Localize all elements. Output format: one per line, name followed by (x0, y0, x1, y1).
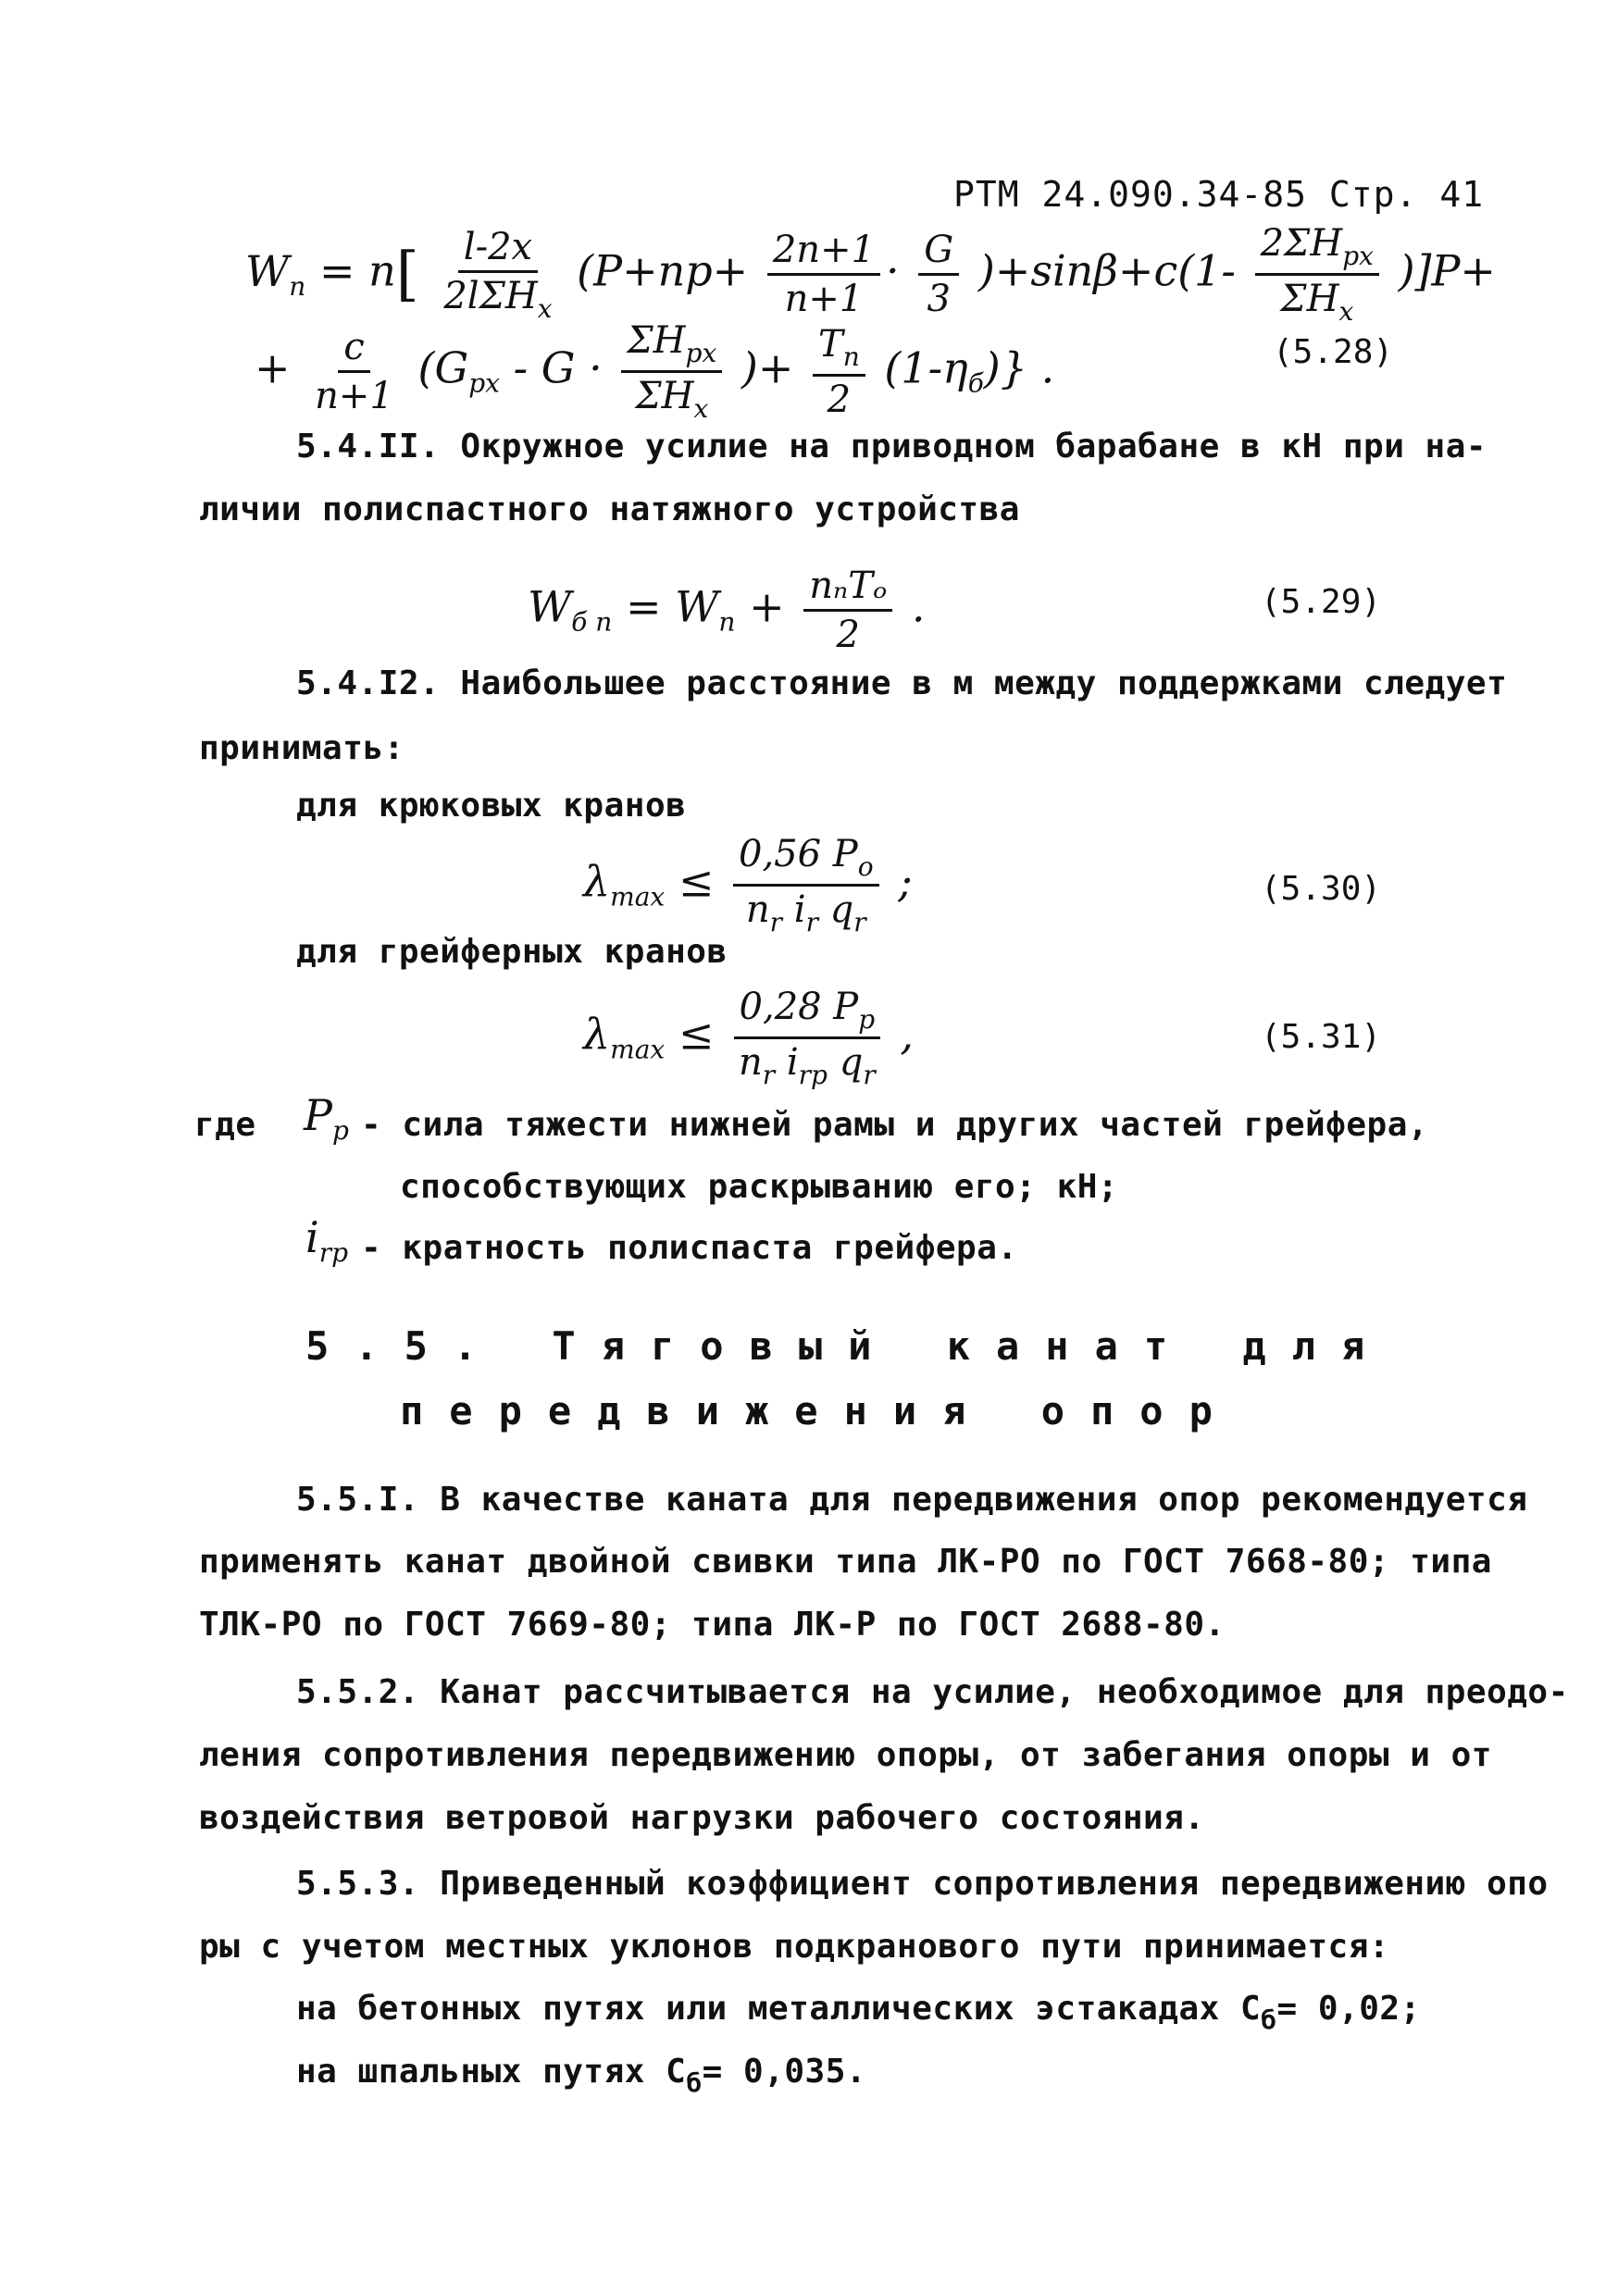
eq-number-5-28: (5.28) (1273, 333, 1394, 371)
para-5-4-11-line-1: 5.4.II. Окружное усилие на приводном барабане в кН при на- (296, 428, 1487, 465)
para-5-5-3-line-4: на шпальных путях $C_б= 0,035$. (296, 2053, 867, 2098)
para-5-5-3-line-2: ры с учетом местных уклонов подкранового пути принимается: (199, 1928, 1390, 1966)
para-5-4-12-line-2: принимать: (199, 729, 404, 767)
f528-lhs: $W_п$ (245, 245, 306, 302)
formula-5-28-line-2: + $\frac{c}{n+1}$ ($G_{px}$ - G · $\frac{\Sigma H_{px}}{\Sigma H_x}$ )+ $\frac{T_п}{2}$ $(1-\eta_б)$} . (255, 319, 1055, 424)
f528-end: )]P+ (1398, 245, 1496, 296)
para-5-5-3-line-3: на бетонных путях или металлических эстакадах $C_б= 0,02$; (296, 1990, 1421, 2035)
para-5-5-1-line-3: ТЛК-РО по ГОСТ 7669-80; типа ЛК-Р по ГОСТ 2688-80. (199, 1606, 1226, 1644)
para-5-5-2-line-3: воздействия ветровой нагрузки рабочего состояния. (199, 1799, 1205, 1837)
symbol-pp: $P_р$ (304, 1090, 349, 1146)
para-5-5-3-line-1: 5.5.3. Приведенный коэффициент сопротивления передвижению опо (296, 1865, 1549, 1903)
formula-5-30: $\lambda_{max}$ ≤ $\frac{0,56 P_о}{n_r i_r q_r}$ ; (583, 833, 913, 937)
where-label: где (194, 1106, 256, 1144)
f528-mid: = п (318, 245, 396, 296)
def-pp-line-1: - сила тяжести нижней рамы и других частей грейфера, (361, 1106, 1429, 1144)
f528-frac-1: $\frac{l-2x}{2l\Sigma H_x}$ (443, 225, 553, 324)
hook-cranes-label: для крюковых кранов (296, 787, 687, 825)
eq-number-5-31: (5.31) (1261, 1018, 1382, 1056)
f528-frac-6: $\frac{\Sigma H_{px}}{\Sigma H_x}$ (621, 319, 722, 424)
f530-frac: $\frac{0,56 P_о}{n_r i_r q_r}$ (733, 833, 879, 937)
para-5-5-2-line-2: ления сопротивления передвижению опоры, от забегания опоры и от (199, 1736, 1492, 1774)
para-5-4-11-line-2: личии полиспастного натяжного устройства (199, 490, 1020, 528)
eq-number-5-30: (5.30) (1261, 870, 1382, 908)
f528-frac-2: $\frac{2n+1}{n+1}$ (767, 229, 880, 320)
para-5-5-2-line-1: 5.5.2. Канат рассчитывается на усилие, необходимое для преодо- (296, 1673, 1569, 1711)
f531-frac: $\frac{0,28 P_р}{n_r i_{rр} q_r}$ (733, 986, 881, 1090)
symbol-igr: $i_{rр}$ (305, 1212, 349, 1268)
formula-5-31: $\lambda_{max}$ ≤ $\frac{0,28 P_р}{n_r i_{rр} q_r}$ , (583, 986, 914, 1090)
f529-frac: $\frac{\text{nₙTₒ}}{2}$ (803, 565, 892, 656)
para-5-4-12-line-1: 5.4.I2. Наибольшее расстояние в м между поддержками следует (296, 664, 1508, 702)
para-5-5-1-line-2: применять канат двойной свивки типа ЛК-РО по ГОСТ 7668-80; типа (199, 1543, 1492, 1581)
f528-frac-3: $\frac{G}{3}$ (918, 229, 959, 320)
def-igr-line: - кратность полиспаста грейфера. (361, 1229, 1018, 1267)
para-5-5-1-line-1: 5.5.I. В качестве каната для передвижения опор рекомендуется (296, 1481, 1528, 1519)
f528-frac-5: $\frac{c}{n+1}$ (315, 326, 393, 417)
f528-p1: (P+пp+ (577, 245, 749, 296)
section-heading-line-1: 5.5. Тяговый канат для (305, 1323, 1391, 1369)
eq-number-5-29: (5.29) (1261, 583, 1382, 621)
formula-5-28-line-1: $W_п = п$[ $\frac{l-2x}{2l\Sigma H_x}$ (P+пp+ $\frac{2n+1}{n+1}$ · $\frac{G}{3}$ )+sinβ+c(1- $\frac{2\Sigma H_{px}}{\Sigma H_x}$ )]P+ (245, 222, 1496, 327)
f528-p2: )+sinβ+c(1- (977, 245, 1236, 296)
grab-cranes-label: для грейферных кранов (296, 933, 728, 971)
f528-frac-7: $\frac{T_п}{2}$ (813, 323, 865, 421)
section-heading-line-2: передвижения опор (400, 1388, 1238, 1433)
f528-frac-4: $\frac{2\Sigma H_{px}}{\Sigma H_x}$ (1255, 222, 1379, 327)
formula-5-29: $W_{б п} = W_п$ + $\frac{\text{nₙTₒ}}{2}$ . (528, 565, 926, 656)
def-pp-line-2: способствующих раскрыванию его; кН; (400, 1168, 1119, 1206)
page-header: РТМ 24.090.34-85 Стр. 41 (953, 174, 1485, 215)
